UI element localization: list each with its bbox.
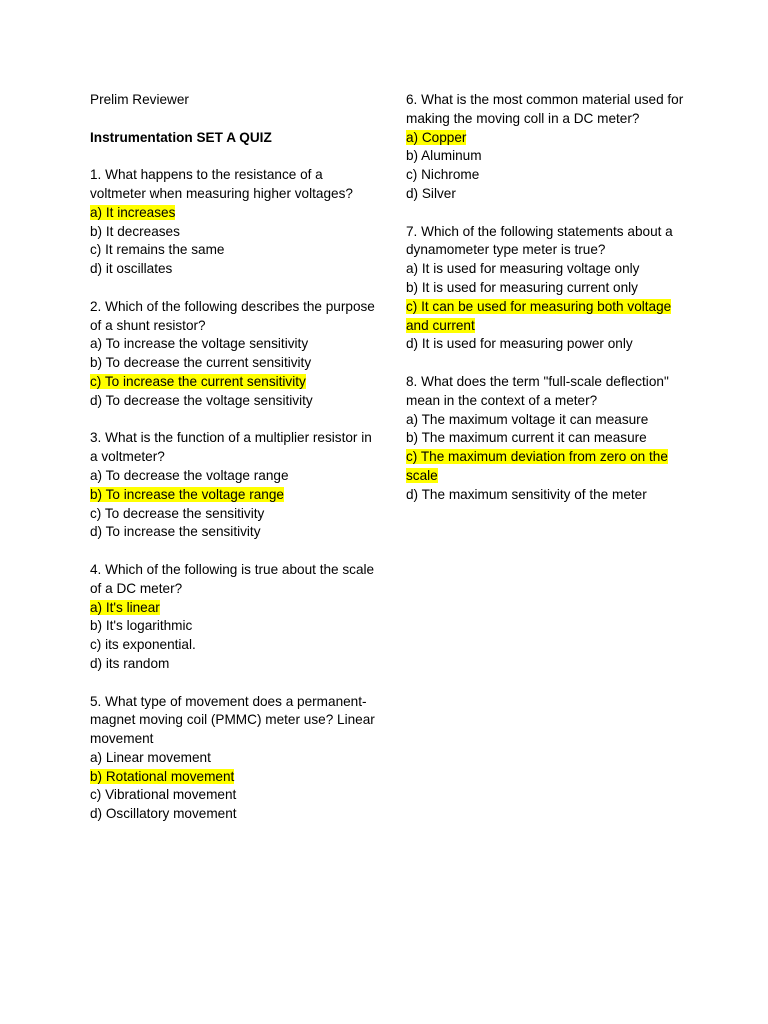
option-a: a) To increase the voltage sensitivity: [90, 336, 309, 352]
option-b: [90, 768, 375, 787]
option-a: [406, 129, 691, 148]
question-2: [90, 298, 375, 411]
option-c: c) Nichrome: [406, 167, 480, 183]
highlighted-answer: a) Copper: [406, 129, 467, 145]
question-3: [90, 429, 375, 542]
question-8: [406, 373, 691, 505]
question-text: 3. What is the function of a multiplier resistor in a voltmeter?: [90, 430, 372, 465]
option-c: c) It remains the same: [90, 242, 225, 258]
option-d: d) To increase the sensitivity: [90, 524, 261, 540]
option-d: d) It is used for measuring power only: [406, 336, 633, 352]
highlighted-answer: b) Rotational movement: [90, 768, 235, 784]
option-b: b) It's logarithmic: [90, 618, 193, 634]
option-d: d) it oscillates: [90, 261, 173, 277]
option-b: b) Aluminum: [406, 148, 482, 164]
highlighted-answer: a) It's linear: [90, 599, 160, 615]
option-b: b) To decrease the current sensitivity: [90, 355, 312, 371]
option-c: c) its exponential.: [90, 637, 196, 653]
option-a: a) It is used for measuring voltage only: [406, 261, 640, 277]
question-text: 5. What type of movement does a permanent- magnet moving coil (PMMC) meter use? Linear movement: [90, 693, 375, 747]
question-text: 6. What is the most common material used for making the moving coll in a DC meter?: [406, 92, 684, 126]
option-a: [90, 599, 375, 618]
highlighted-answer: b) To increase the voltage range: [90, 486, 284, 502]
option-b: b) It is used for measuring current only: [406, 279, 638, 295]
question-5: [90, 693, 375, 825]
option-c: [90, 373, 375, 392]
option-d: d) The maximum sensitivity of the meter: [406, 486, 647, 502]
option-d: d) To decrease the voltage sensitivity: [90, 392, 313, 408]
question-1: [90, 166, 375, 279]
question-text: 1. What happens to the resistance of a voltmeter when measuring higher voltages?: [90, 167, 353, 201]
right-column: [406, 91, 691, 505]
question-text: 8. What does the term "full-scale deflection" mean in the context of a meter?: [406, 373, 669, 408]
option-b: [90, 486, 375, 505]
question-4: [90, 561, 375, 674]
option-b: b) The maximum current it can measure: [406, 430, 647, 446]
option-c: c) To decrease the sensitivity: [90, 505, 265, 521]
option-b: b) It decreases: [90, 223, 180, 239]
option-d: d) Oscillatory movement: [90, 806, 237, 822]
option-d: d) its random: [90, 655, 170, 671]
question-7: [406, 223, 691, 355]
document-title: Prelim Reviewer: [90, 92, 189, 107]
quiz-title: Instrumentation SET A QUIZ: [90, 129, 272, 145]
highlighted-answer: c) To increase the current sensitivity: [90, 373, 306, 389]
question-text: 2. Which of the following describes the purpose of a shunt resistor?: [90, 298, 375, 333]
highlighted-answer: c) It can be used for measuring both voltage and current: [406, 298, 672, 333]
question-text: 4. Which of the following is true about the scale of a DC meter?: [90, 561, 375, 596]
option-d: d) Silver: [406, 185, 456, 201]
option-a: a) The maximum voltage it can measure: [406, 411, 649, 427]
highlighted-answer: c) The maximum deviation from zero on the scale: [406, 449, 668, 483]
option-a: a) To decrease the voltage range: [90, 467, 289, 483]
option-a: [90, 204, 375, 223]
option-c: [406, 448, 691, 486]
highlighted-answer: a) It increases: [90, 204, 176, 220]
option-a: a) Linear movement: [90, 749, 211, 765]
left-column: [90, 91, 375, 824]
option-c: c) Vibrational movement: [90, 787, 237, 803]
question-text: 7. Which of the following statements about a dynamometer type meter is true?: [406, 223, 673, 258]
option-c: [406, 298, 691, 336]
question-6: [406, 91, 691, 204]
